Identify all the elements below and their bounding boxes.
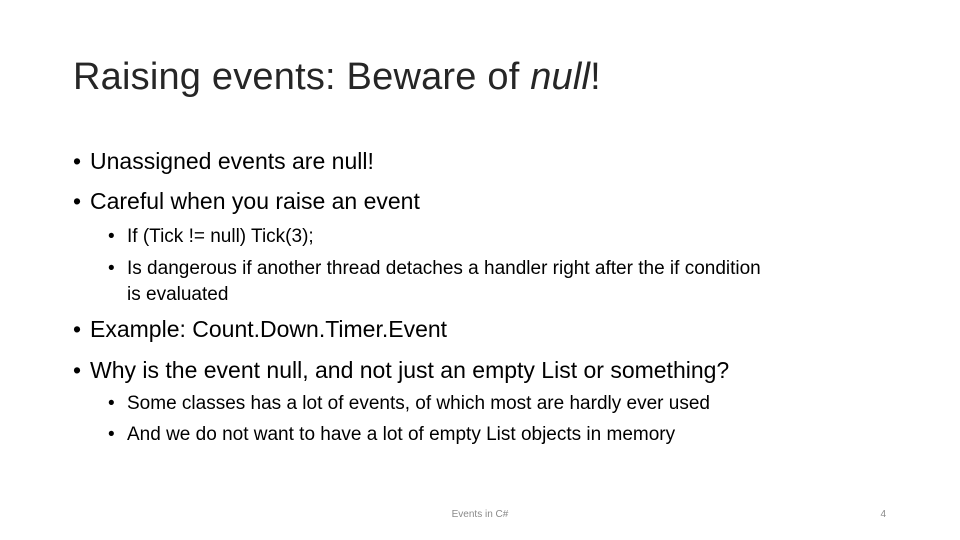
bullet-text: Is dangerous if another thread detaches a handler right after the if condition: [127, 258, 761, 279]
sub-bullet-dangerous-thread: [108, 256, 761, 308]
bullet-why-null: [73, 357, 729, 384]
bullet-marker: •: [73, 316, 82, 342]
bullet-text: If (Tick != null) Tick(3);: [127, 226, 314, 247]
bullet-marker: •: [108, 424, 115, 445]
bullet-example: [73, 316, 447, 343]
bullet-marker: •: [73, 357, 82, 383]
page-number: 4: [880, 509, 886, 520]
slide-title: [73, 56, 601, 99]
bullet-text: Unassigned events are null!: [90, 148, 374, 174]
bullet-text: Why is the event null, and not just an empty List or something?: [90, 357, 730, 383]
bullet-marker: •: [108, 258, 115, 279]
bullet-marker: •: [108, 226, 115, 247]
slide-title-prefix: Raising events: Beware of: [73, 56, 531, 98]
bullet-text-continuation: is evaluated: [127, 284, 229, 305]
bullet-unassigned-events: [73, 148, 374, 175]
sub-bullet-tick-code: [108, 226, 314, 248]
slide-footer: Events in C#: [451, 509, 509, 520]
bullet-text: And we do not want to have a lot of empty List objects in memory: [127, 424, 676, 445]
bullet-text: Careful when you raise an event: [90, 188, 420, 214]
bullet-marker: •: [73, 148, 82, 174]
bullet-text: Some classes has a lot of events, of which most are hardly ever used: [127, 393, 710, 414]
bullet-marker: •: [73, 188, 82, 214]
sub-bullet-many-events: [108, 393, 710, 415]
bullet-marker: •: [108, 393, 115, 414]
bullet-text: Example: Count.Down.Timer.Event: [90, 316, 448, 342]
bullet-careful-raise: [73, 188, 420, 215]
slide-title-emphasis: null: [530, 56, 591, 98]
sub-bullet-empty-lists: [108, 424, 675, 446]
slide-title-suffix: !: [590, 56, 601, 98]
